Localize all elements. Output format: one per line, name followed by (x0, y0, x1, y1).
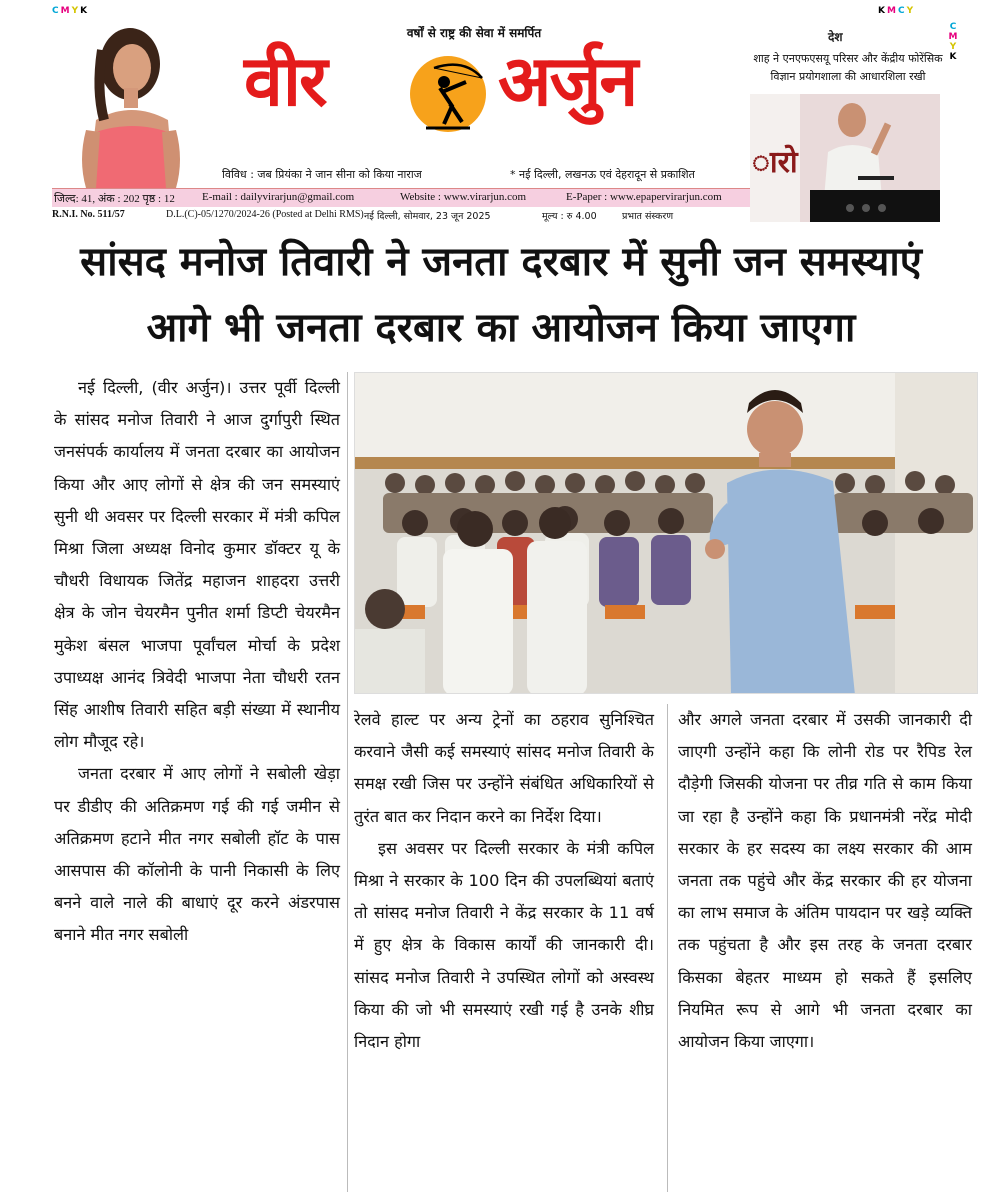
cmyk-vertical-marks: C M Y K (948, 22, 958, 62)
edition: प्रभात संस्करण (622, 211, 674, 222)
dl-number: D.L.(C)-05/1270/2024-26 (Posted at Delhi RMS) (166, 209, 364, 220)
column-divider (667, 704, 668, 1192)
side-teaser-photo (750, 94, 940, 222)
epaper-text: E-Paper : www.epapervirarjun.com (566, 191, 722, 203)
website-text: Website : www.virarjun.com (400, 191, 527, 203)
publication-cities: * नई दिल्ली, लखनऊ एवं देहरादून से प्रकाशित (510, 168, 695, 181)
side-section-label: देश (828, 30, 843, 44)
headline-line-1: सांसद मनोज तिवारी ने जनता दरबार में सुनी जन समस्याएं (80, 239, 922, 285)
info-strip (52, 188, 750, 207)
article-paragraph: और अगले जनता दरबार में उसकी जानकारी दी जाएगी उन्होंने कहा कि लोनी रोड पर रैपिड रेल दौड़ेगी जिसकी योजना पर तीव्र गति से काम किया जा रहा है उन्होंने कहा कि प्रधानमंत्री नरेंद्र मोदी सरकार के हर सदस्य का लक्ष्य सरकार की आम जनता तक पहुंचे और केंद्र सरकार की हर योजना का लाभ समाज के अंतिम पायदान पर खड़े व्यक्ति तक पहुंचता है और इस तरह के जनता दरबार किसका बेहतर माध्यम हो सकते हैं इसलिए नियमित रूप से आगे भी जनता दरबार का आयोजन किया जाएगा। (678, 710, 972, 1052)
article-paragraph: नई दिल्ली, (वीर अर्जुन)। उत्तर पूर्वी दिल्ली के सांसद मनोज तिवारी ने आज दुर्गापुरी स्थित जनसंपर्क कार्यालय में जनता दरबार का आयोजन किया और आए लोगों से क्षेत्र की जन समस्याएं सुनी थी अवसर पर दिल्ली सरकार में मंत्री कपिल मिश्रा जिला अध्यक्ष विनोद कुमार डॉक्टर यू के चौधरी विधायक जितेंद्र महाजन शाहदरा उत्तरी क्षेत्र के जोन चेयरमैन पुनीत शर्मा डिप्टी चेयरमैन मुकेश बंसल भाजपा पूर्वांचल मोर्चा के प्रदेश उपाध्यक्ष आनंद त्रिवेदी भाजपा नेता चौधरी रतन सिंह आशीष तिवारी सहित बड़ी संख्या में स्थानीय लोग मौजूद रहे। (54, 378, 340, 752)
issue-number: जिल्द: 41, अंक : 202 पृष्ठ : 12 (54, 193, 175, 205)
issue-date: नई दिल्ली, सोमवार, 23 जून 2025 (364, 211, 491, 222)
article-column-2 (354, 704, 654, 1058)
headline-line-2: आगे भी जनता दरबार का आयोजन किया जाएगा (146, 305, 856, 351)
email-text: E-mail : dailyvirarjun@gmail.com (202, 191, 355, 203)
cmyk-registration-marks: CMYK (52, 6, 90, 16)
rni-number: R.N.I. No. 511/57 (52, 209, 125, 220)
vividh-teaser: विविध : जब प्रियंका ने जान सीना को किया नाराज (222, 168, 422, 181)
article-paragraph: रेलवे हाल्ट पर अन्य ट्रेनों का ठहराव सुनिश्चित करवाने जैसी कई समस्याएं सांसद मनोज तिवारी के समक्ष रखी जिस पर उन्होंने संबंधित अधिकारियों से तुरंत बात कर निदान करने का निर्देश दिया। (354, 710, 654, 826)
article-column-3 (678, 704, 972, 1058)
price: मूल्य : रु 4.00 (542, 211, 597, 222)
tagline: वर्षों से राष्ट्र की सेवा में समर्पित (406, 26, 542, 40)
side-banner-text: ारो (752, 145, 798, 180)
cmyk-registration-marks-right: KMCY (878, 6, 916, 16)
article-column-1 (54, 372, 340, 952)
side-teaser (750, 22, 946, 222)
masthead (0, 0, 1002, 224)
promo-photo (56, 20, 206, 190)
logo-text-arjun: अर्जुन (498, 39, 637, 122)
article-paragraph: जनता दरबार में आए लोगों ने सबोली खेड़ा पर डीडीए की अतिक्रमण गई की गई जमीन से अतिक्रमण हटाने मीत नगर सबोली हॉट के पास आसपास की कॉलोनी के पानी निकासी के लिए बनने वाले नाले की बाधाएं दूर करने अंडरपास बनाने मीत नगर सबोली (54, 764, 340, 945)
logo-text-veer: वीर (244, 39, 326, 122)
article-photo (354, 372, 978, 694)
column-divider (347, 372, 348, 1192)
side-teaser-text: शाह ने एनएफएसयू परिसर और केंद्रीय फोरेंसिक विज्ञान प्रयोगशाला की आधारशिला रखी (753, 52, 943, 83)
archer-emblem-icon (404, 48, 492, 136)
article-paragraph: इस अवसर पर दिल्ली सरकार के मंत्री कपिल मिश्रा ने सरकार के 100 दिन की उपलब्धियां बताएं तो सांसद मनोज तिवारी ने केंद्र सरकार के 11 वर्ष में हुए क्षेत्र के विकास कार्यों की जानकारी दी। सांसद मनोज तिवारी ने उपस्थित लोगों को अस्वस्थ किया की जो भी समस्याएं रखी गई है उनके शीघ्र निदान होगा (354, 838, 654, 1052)
rni-strip (52, 208, 750, 224)
